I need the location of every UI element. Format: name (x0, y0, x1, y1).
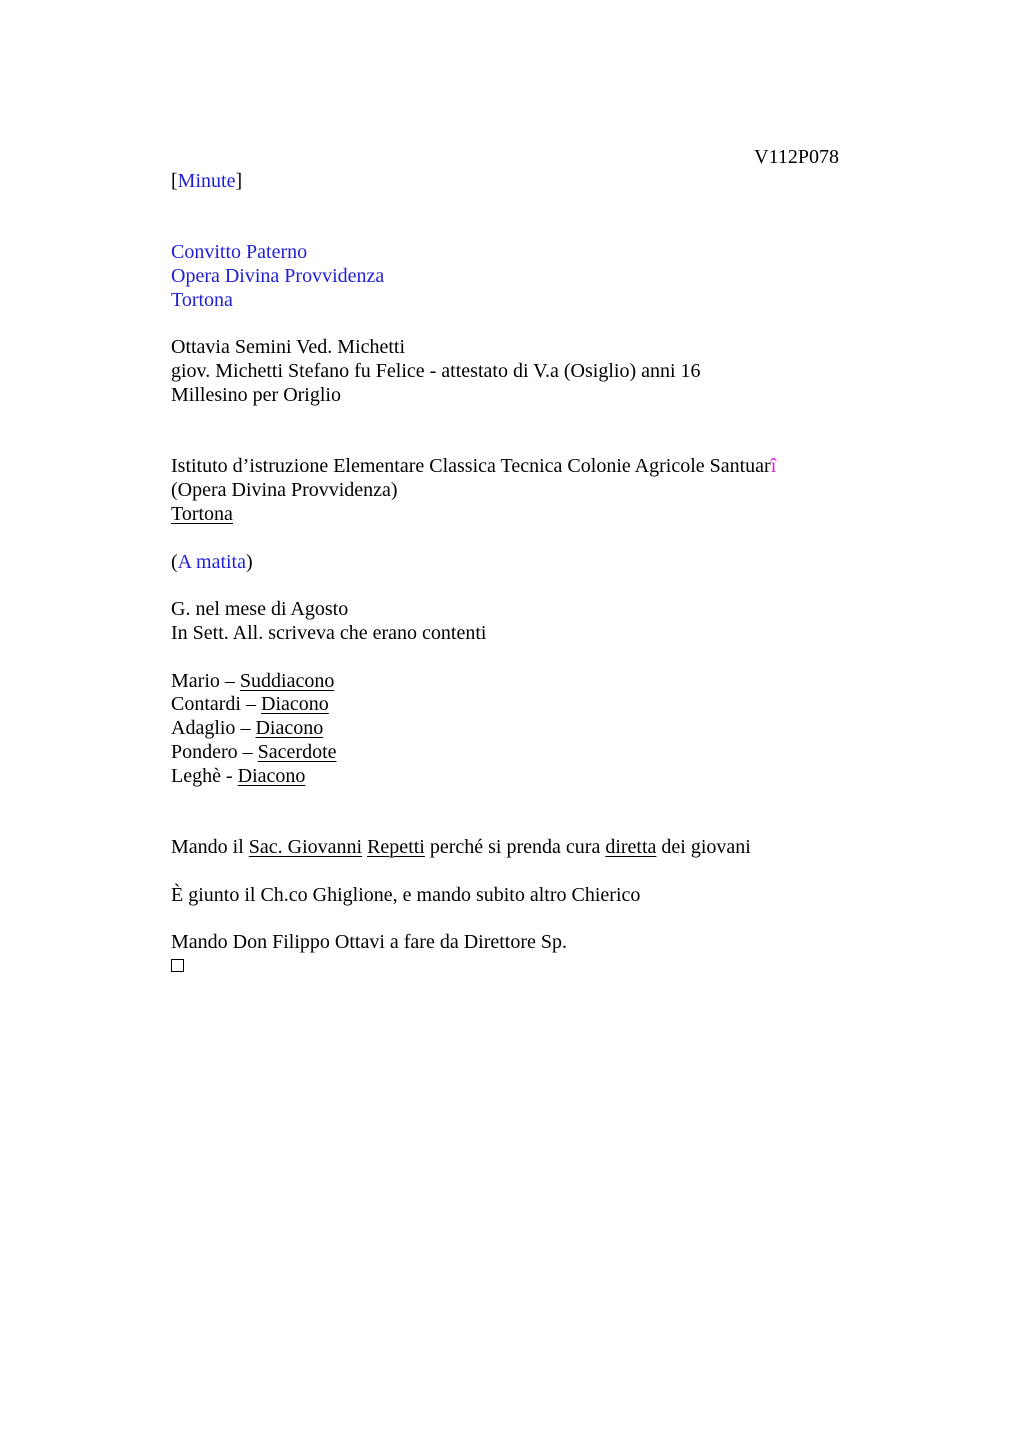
minute-label-text: Minute (177, 169, 236, 192)
sentence-ottavi: Mando Don Filippo Ottavi a fare da Direttore Sp. (171, 931, 568, 954)
role-line-mario: Mario – Suddiacono (171, 669, 335, 692)
role-value: Suddiacono (239, 669, 335, 692)
role-line-leghe: Leghè - Diacono (171, 764, 306, 787)
minute-label: [Minute] (171, 169, 243, 192)
header-line-convitto: Convitto Paterno (171, 241, 308, 264)
role-value: Diacono (261, 693, 329, 716)
empty-checkbox-icon (171, 959, 184, 972)
header-line-opera: Opera Divina Provvidenza (171, 264, 385, 287)
header-line-tortona: Tortona (171, 288, 233, 311)
role-value: Diacono (255, 717, 324, 740)
pencil-note: (A matita) (171, 550, 253, 573)
addressee-place: Millesino per Origlio (171, 383, 341, 406)
addressee-name: Ottavia Semini Ved. Michetti (171, 336, 406, 359)
institute-line-1 (171, 455, 839, 479)
role-value: Diacono (237, 764, 306, 787)
addressee-detail: giov. Michetti Stefano fu Felice - attestato di V.a (Osiglio) anni 16 (171, 360, 701, 383)
note-line-settembre: In Sett. All. scriveva che erano contenti (171, 621, 487, 644)
sentence-ghiglione: È giunto il Ch.co Ghiglione, e mando subito altro Chierico (171, 883, 641, 906)
institute-line-3: Tortona (171, 502, 233, 525)
institute-line-1-text: Istituto d’istruzione Elementare Classica Tecnica Colonie Agricole Santuar (171, 455, 771, 478)
role-line-adaglio: Adaglio – Diacono (171, 717, 324, 740)
pencil-note-text: A matita (177, 550, 246, 573)
role-line-pondero: Pondero – Sacerdote (171, 740, 337, 763)
note-line-agosto: G. nel mese di Agosto (171, 598, 349, 621)
document-page (171, 146, 839, 979)
document-reference-code: V112P078 (754, 146, 839, 168)
role-value: Sacerdote (257, 740, 337, 763)
institute-line-2: (Opera Divina Provvidenza) (171, 479, 398, 502)
role-line-contardi: Contardi – Diacono (171, 693, 329, 716)
sentence-repetti: Mando il Sac. Giovanni Repetti perché si prenda cura diretta dei giovani (171, 836, 751, 859)
institute-line-1-tail: î (770, 455, 777, 478)
